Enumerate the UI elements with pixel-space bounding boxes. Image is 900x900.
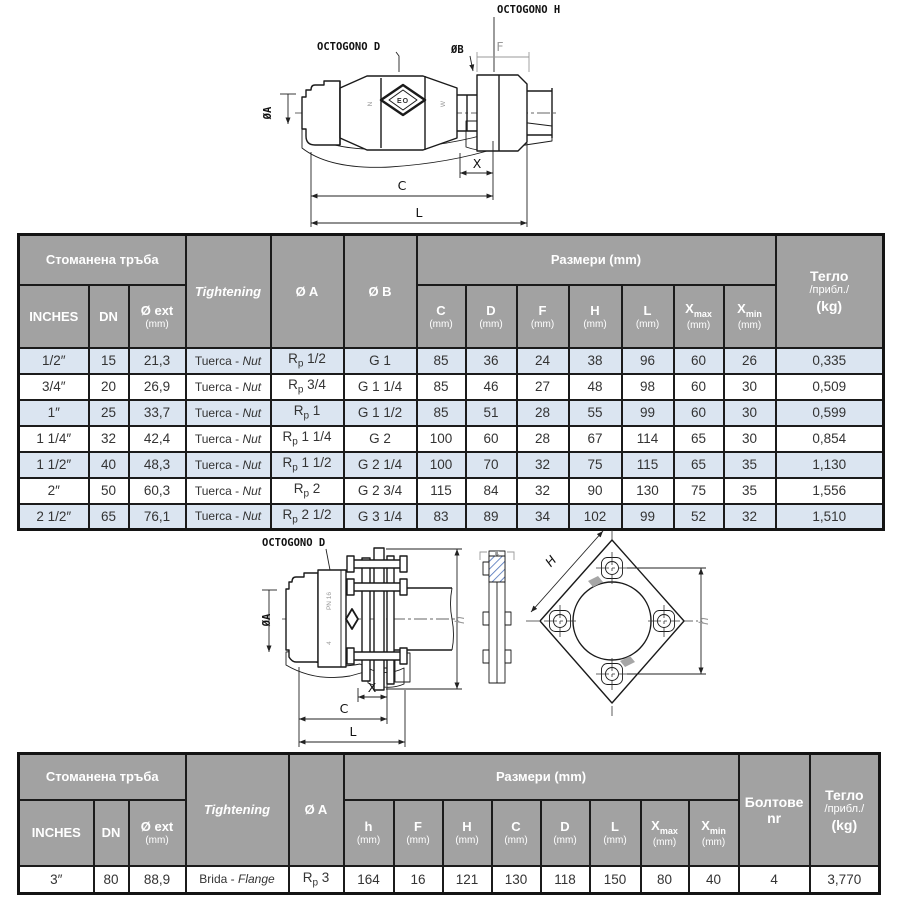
f-label: F <box>494 549 500 559</box>
table-cell: 1,556 <box>776 478 884 504</box>
x-label: X <box>472 156 482 171</box>
table-cell: $R_p$ 3 <box>289 866 344 894</box>
table-cell: 40 <box>689 866 739 894</box>
table-cell: 32 <box>724 504 776 530</box>
column-header: C (mm) <box>417 285 466 348</box>
table-cell: 118 <box>541 866 590 894</box>
brand-diamond-logo <box>346 609 358 629</box>
phi-b-leader <box>470 56 473 71</box>
bolts-header: Болтове nr <box>739 754 810 866</box>
table-cell: 65 <box>674 452 724 478</box>
phi-a-label: ØA <box>262 106 274 120</box>
table-cell: 60 <box>674 400 724 426</box>
pn-marking: PN 16 <box>326 591 333 611</box>
table-cell: 114 <box>622 426 674 452</box>
table-cell: 65 <box>674 426 724 452</box>
table-cell: 4 <box>739 866 810 894</box>
table-cell: 1″ <box>19 400 89 426</box>
flange-fitting-diagram <box>240 528 720 755</box>
dn-header: DN <box>94 800 129 866</box>
d-ext-header: Ø ext (mm) <box>129 800 186 866</box>
table-cell: 89 <box>466 504 517 530</box>
table-cell: Tuerca - Nut <box>186 348 271 374</box>
table-row <box>19 426 884 452</box>
table-cell: $R_p$ 2 1/2 <box>271 504 344 530</box>
h-diamond-label: h <box>696 617 711 625</box>
table-cell: 80 <box>641 866 689 894</box>
fitting-body <box>286 548 454 690</box>
table-cell: 3/4″ <box>19 374 89 400</box>
table-cell: 75 <box>674 478 724 504</box>
table-cell: 84 <box>466 478 517 504</box>
table-cell: 121 <box>443 866 492 894</box>
table-cell: 26,9 <box>129 374 186 400</box>
x-label: X <box>367 680 377 695</box>
table-cell: 99 <box>622 504 674 530</box>
table-cell: 100 <box>417 426 466 452</box>
column-header: F (mm) <box>394 800 443 866</box>
h-flange-label: h <box>452 616 467 624</box>
table-cell: Tuerca - Nut <box>186 374 271 400</box>
phi-a-header: Ø A <box>271 235 344 348</box>
table-cell: 60,3 <box>129 478 186 504</box>
column-header: $X_{min}$ (mm) <box>724 285 776 348</box>
octogono-d-label: OCTOGONO D <box>262 537 326 549</box>
phi-b-label: ØB <box>451 44 464 56</box>
table-cell: $R_p$ 1 1/2 <box>271 452 344 478</box>
column-header: L (mm) <box>622 285 674 348</box>
table-cell: 0,854 <box>776 426 884 452</box>
table-cell: 24 <box>517 348 569 374</box>
table-cell: 100 <box>417 452 466 478</box>
table-cell: 2 1/2″ <box>19 504 89 530</box>
table-cell: 30 <box>724 400 776 426</box>
table-cell: 52 <box>674 504 724 530</box>
table-cell: 60 <box>674 348 724 374</box>
column-header: $X_{max}$ (mm) <box>641 800 689 866</box>
table-cell: 80 <box>94 866 129 894</box>
dimension-table-flange <box>17 752 881 895</box>
table-cell: 50 <box>89 478 129 504</box>
steel-pipe-group-header: Стоманена тръба <box>19 235 186 285</box>
table-cell: 65 <box>89 504 129 530</box>
steel-pipe-group-header: Стоманена тръба <box>19 754 186 800</box>
fitting-body <box>302 75 552 151</box>
group-header-row <box>19 235 884 285</box>
table-cell: 150 <box>590 866 641 894</box>
phi-b-header: Ø B <box>344 235 417 348</box>
table-cell: 0,599 <box>776 400 884 426</box>
table-cell: 30 <box>724 374 776 400</box>
table-cell: 40 <box>89 452 129 478</box>
table-cell: 26 <box>724 348 776 374</box>
table-row <box>19 374 884 400</box>
table-cell: 85 <box>417 400 466 426</box>
table-cell: 32 <box>517 452 569 478</box>
f-label: F <box>496 39 504 54</box>
table-cell: Tuerca - Nut <box>186 426 271 452</box>
table-cell: 1,130 <box>776 452 884 478</box>
table-cell: 48 <box>569 374 622 400</box>
table-cell: 115 <box>622 452 674 478</box>
body-marking: W <box>440 100 447 108</box>
phi-a-label: ØA <box>261 613 273 627</box>
table-cell: 36 <box>466 348 517 374</box>
column-header: F (mm) <box>517 285 569 348</box>
f-dimension <box>477 52 529 72</box>
table-cell: 88,9 <box>129 866 186 894</box>
octogono-h-label: OCTOGONO H <box>497 4 561 16</box>
table-cell: 3,770 <box>810 866 880 894</box>
table-row <box>19 400 884 426</box>
table-cell: 130 <box>492 866 541 894</box>
table-cell: 1 1/2″ <box>19 452 89 478</box>
table-cell: 90 <box>569 478 622 504</box>
table-cell: 35 <box>724 478 776 504</box>
table-cell: 85 <box>417 374 466 400</box>
table-cell: 42,4 <box>129 426 186 452</box>
octogono-d-leader <box>326 549 330 570</box>
table-cell: G 1 1/2 <box>344 400 417 426</box>
body-marking: 4 <box>326 641 333 645</box>
table-cell: 2″ <box>19 478 89 504</box>
table-cell: 3″ <box>19 866 94 894</box>
column-header: L (mm) <box>590 800 641 866</box>
table-cell: 83 <box>417 504 466 530</box>
table-cell: G 1 <box>344 348 417 374</box>
table-cell: 130 <box>622 478 674 504</box>
table-row <box>19 504 884 530</box>
column-header: H (mm) <box>443 800 492 866</box>
table-cell: G 1 1/4 <box>344 374 417 400</box>
table-cell: 0,335 <box>776 348 884 374</box>
inches-header: INCHES <box>19 800 94 866</box>
phi-a-dimension <box>280 94 296 124</box>
table-cell: Tuerca - Nut <box>186 452 271 478</box>
table-row <box>19 866 880 894</box>
table-cell: 35 <box>724 452 776 478</box>
l-label: L <box>349 724 357 739</box>
table-cell: 102 <box>569 504 622 530</box>
body-marking: N <box>367 101 374 107</box>
flange-plate <box>374 548 384 690</box>
phi-a-header: Ø A <box>289 754 344 866</box>
table-cell: 27 <box>517 374 569 400</box>
dimensions-group-header: Размери (mm) <box>417 235 776 285</box>
weight-header: Тегло /прибл./ (kg) <box>810 754 880 866</box>
table-cell: 96 <box>622 348 674 374</box>
table-cell: 99 <box>622 400 674 426</box>
table-cell: 1/2″ <box>19 348 89 374</box>
table-cell: 25 <box>89 400 129 426</box>
table-cell: $R_p$ 2 <box>271 478 344 504</box>
table-cell: $R_p$ 3/4 <box>271 374 344 400</box>
dimensions-group-header: Размери (mm) <box>344 754 739 800</box>
table-cell: 46 <box>466 374 517 400</box>
table-cell: $R_p$ 1/2 <box>271 348 344 374</box>
table-cell: 60 <box>466 426 517 452</box>
table-cell: 15 <box>89 348 129 374</box>
l-label: L <box>415 205 423 220</box>
table-cell: Tuerca - Nut <box>186 400 271 426</box>
table-cell: 75 <box>569 452 622 478</box>
H-label: H <box>541 552 560 570</box>
table-cell: 28 <box>517 400 569 426</box>
table-cell: 115 <box>417 478 466 504</box>
table-cell: 33,7 <box>129 400 186 426</box>
group-header-row <box>19 754 880 800</box>
column-header: D (mm) <box>466 285 517 348</box>
table-cell: 55 <box>569 400 622 426</box>
table-cell: 1,510 <box>776 504 884 530</box>
table-cell: 38 <box>569 348 622 374</box>
flange-face-view <box>526 530 711 716</box>
table-cell: Tuerca - Nut <box>186 478 271 504</box>
column-header: h (mm) <box>344 800 394 866</box>
table-cell: 20 <box>89 374 129 400</box>
tightening-header: Tightening <box>186 754 289 866</box>
table-cell: 28 <box>517 426 569 452</box>
table-cell: Brida - Flange <box>186 866 289 894</box>
table-row <box>19 478 884 504</box>
table-row <box>19 348 884 374</box>
table-cell: G 2 1/4 <box>344 452 417 478</box>
column-header: D (mm) <box>541 800 590 866</box>
table-cell: 164 <box>344 866 394 894</box>
table-cell: 21,3 <box>129 348 186 374</box>
table-cell: G 3 1/4 <box>344 504 417 530</box>
column-header: $X_{max}$ (mm) <box>674 285 724 348</box>
table-row <box>19 452 884 478</box>
nut-fitting-diagram <box>250 0 600 231</box>
tightening-header: Tightening <box>186 235 271 348</box>
table-cell: 67 <box>569 426 622 452</box>
table-cell: 70 <box>466 452 517 478</box>
table-cell: 51 <box>466 400 517 426</box>
table-cell: 30 <box>724 426 776 452</box>
column-header: H (mm) <box>569 285 622 348</box>
table-cell: 1 1/4″ <box>19 426 89 452</box>
column-header: $X_{min}$ (mm) <box>689 800 739 866</box>
column-header-row <box>19 285 884 348</box>
dimension-table-nut <box>17 233 885 531</box>
table-cell: 32 <box>517 478 569 504</box>
table-cell: 85 <box>417 348 466 374</box>
octogono-d-leader <box>396 52 399 72</box>
table-cell: G 2 <box>344 426 417 452</box>
table-cell: 98 <box>622 374 674 400</box>
table-cell: G 2 3/4 <box>344 478 417 504</box>
c-label: C <box>397 178 407 193</box>
table-cell: 48,3 <box>129 452 186 478</box>
dn-header: DN <box>89 285 129 348</box>
d-ext-header: Ø ext (mm) <box>129 285 186 348</box>
table-cell: 60 <box>674 374 724 400</box>
table-cell: 16 <box>394 866 443 894</box>
logo-text: EO <box>396 98 410 105</box>
column-header: C (mm) <box>492 800 541 866</box>
octogono-d-label: OCTOGONO D <box>317 41 381 53</box>
table-cell: 34 <box>517 504 569 530</box>
table-cell: 0,509 <box>776 374 884 400</box>
table-cell: 32 <box>89 426 129 452</box>
table-cell: Tuerca - Nut <box>186 504 271 530</box>
table-cell: 76,1 <box>129 504 186 530</box>
weight-header: Тегло /прибл./ (kg) <box>776 235 884 348</box>
inches-header: INCHES <box>19 285 89 348</box>
c-label: C <box>339 701 349 716</box>
table-cell: $R_p$ 1 <box>271 400 344 426</box>
flange-side-view <box>483 551 511 683</box>
table-cell: $R_p$ 1 1/4 <box>271 426 344 452</box>
